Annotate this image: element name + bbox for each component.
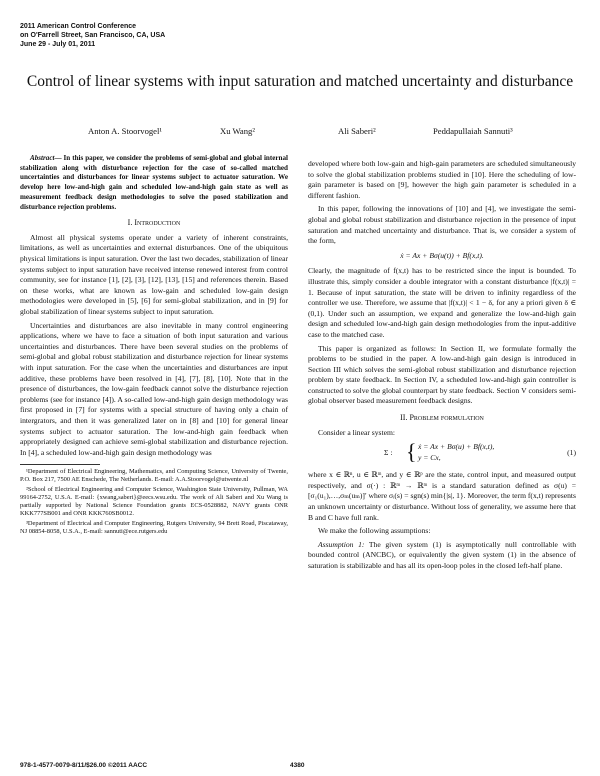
- right-paragraph-1: developed where both low-gain and high-gain parameters are scheduled simultaneously to solve the global stabilization problems studied in [10]. Here the scheduling of low-gain parameter is based on [9], however the high gain parameter is scheduled in a different fashion.: [308, 159, 576, 200]
- right-paragraph-5: Consider a linear system:: [318, 427, 395, 437]
- assumption-label: Assumption 1:: [318, 539, 365, 549]
- right-paragraph-3: Clearly, the magnitude of f(x,t) has to be restricted since the input is bounded. To illustrate this, simply consider a double integrator with a constant disturbance |f(x,t)| = 1. Because of input saturation, the state will be driven to infinity regardless of the controller we use. Therefore, we assume that |f(x,t)| < 1 − δ, for any a priori given δ ∈ (0,1). Under such an assumption, we expand and generalize the low-and-high gain design and scheduled low-and-high gain design methodologies from the input-additive case to the matched case.: [308, 266, 576, 339]
- equation-system-form: ẋ = Ax + Bσ(u(t)) + Bf(x,t).: [400, 250, 484, 260]
- right-paragraph-6: where x ∈ ℝⁿ, u ∈ ℝᵐ, and y ∈ ℝᵖ are the state, control input, and measured output respectively, and σ(·) : ℝᵐ → ℝᵐ is a standard saturation defined as σ(u) = [σ₁(u₁),…,σₘ(uₘ)]′ where σᵢ(s) = sgn(s) min{|s|, 1}. Moreover, the term f(x,t) represents an unknown uncertainty or disturbance. Without loss of generality, we assume here that B and C have full rank.: [308, 470, 576, 522]
- author-saberi: Ali Saberi²: [338, 126, 376, 136]
- right-paragraph-4: This paper is organized as follows: In Section II, we formulate formally the problems to be studied in the paper. A low-and-high gain design is introduced in Section III which solves the semi-global robust stabilization and disturbance rejection problem by state feedback. In Section IV, a scheduled low-and-high gain controller is constructed to solve the global counterpart by state feedback. Section V considers semi-global observer based measurement feedback designs.: [308, 343, 576, 406]
- footnote-3: ³Department of Electrical and Computer Engineering, Rutgers University, 94 Brett Road, Piscataway, NJ 08854-8058, U.S.A., E-mail: sannuti@ece.rutgers.edu: [20, 519, 288, 535]
- left-brace-icon: {: [406, 439, 417, 465]
- author-stoorvogel: Anton A. Stoorvogel¹: [88, 126, 162, 136]
- right-paragraph-2: In this paper, following the innovations of [10] and [4], we investigate the semi-global and global robust stabilization and disturbance rejection in the presence of input saturation and matched uncertainty and disturbance. That is, we consider a system of the form,: [308, 204, 576, 246]
- equation-linear-system: [308, 439, 576, 466]
- state-equation: ẋ = Ax + Bσ(u) + Bf(x,t),: [418, 442, 495, 452]
- author-wang: Xu Wang²: [220, 126, 255, 136]
- assumption-1: [308, 540, 576, 572]
- intro-paragraph-2: Uncertainties and disturbances are also inevitable in many control engineering applications, where we have to face a situation of both input saturation and various uncertainties and disturbances. There have been several studies on the problems of semi-global and global robust stabilization and disturbance rejection for linear systems with input saturation. For the case when the uncertainties and disturbances are input additive, these problems have been resolved in [4], [7], [8], [10]. Note that in the presence of disturbances, the low-gain feedback cannot solve the disturbance rejection problems (see for instance [4]). A so-called low-and-high gain design methodology was first proposed in [7] for systems with a special structure of having only a chain of intergrators, and then it was generalized later on in [8] and [10] for general linear systems subject to actuator saturation. The low-and-high gain feedback when appropriately designed can achieve semi-global stabilization and disturbance rejection. In [4], a scheduled low-and-high gain design methodology was: [20, 320, 288, 457]
- page-number: 4380: [290, 762, 305, 769]
- author-sannuti: Peddapullaiah Sannuti³: [433, 126, 513, 136]
- footnote-1: ¹Department of Electrical Engineering, Mathematics, and Computing Science, University of Twente, P.O. Box 217, 7500 AE Enschede, The Netherlands. E-mail: A.A.Stoorvogel@utwente.nl: [20, 468, 288, 484]
- left-column: [20, 154, 288, 537]
- system-symbol: Σ :: [384, 448, 393, 458]
- footnote-2: ²School of Electrical Engineering and Computer Science, Washington State University, Pullman, WA 99164-2752, U.S.A. E-mail: {xwang,saberi}@eecs.wsu.edu. The work of Ali Saberi and Xu Wang is partially supported by National Science Foundation grants ECS-0528882, NAVY grants ONR KKK777SB001 and ONR KKK760SB0012.: [20, 485, 288, 518]
- right-paragraph-7: We make the following assumptions:: [318, 526, 431, 536]
- conference-header: [20, 22, 165, 49]
- paper-title: Control of linear systems with input saturation and matched uncertainty and disturbance: [26, 73, 574, 90]
- footer-isbn: 978-1-4577-0079-8/11/$26.00 ©2011 AACC: [20, 762, 148, 769]
- conference-location: on O'Farrell Street, San Francisco, CA, USA: [20, 32, 166, 39]
- section-heading-introduction: I. Introduction: [127, 218, 181, 228]
- author-list: [20, 126, 580, 138]
- equation-number: (1): [567, 448, 576, 458]
- section-heading-problem-formulation: II. Problem formulation: [400, 413, 484, 423]
- abstract: [20, 154, 288, 212]
- conference-name: 2011 American Control Conference: [20, 23, 137, 30]
- right-column: [308, 159, 576, 575]
- footnote-divider: [20, 464, 100, 465]
- abstract-text: — In this paper, we consider the problems of semi-global and global internal stabilization along with disturbance rejection for the case of so-called matched uncertainties and disturbances for linear systems subject to actuator saturation. We develop here low-and-high gain and scheduled low-and-high gain state as well as measurement feedback design methodologies to solve the posed stabilization and disturbance rejection problems.: [20, 154, 288, 211]
- assumption-text: The given system (1) is asymptotically null controllable with bounded control (ANCBC), or equivalently the given system (1) in the absence of saturation is stabilizable and has all its open-loop poles in the closed left-half plane.: [308, 539, 576, 570]
- output-equation: y = Cx,: [418, 453, 441, 463]
- abstract-label: Abstract: [30, 154, 55, 162]
- conference-date: June 29 - July 01, 2011: [20, 41, 96, 48]
- intro-paragraph-1: Almost all physical systems operate under a variety of inherent constraints, limitations, as well as uncertainties and external disturbances. One of the ubiquitous physical limitations is input saturation. Over the last two decades, stabilization of linear systems subject to input saturation have received intense renewed interest from control community, see for instance [1], [2], [3], [12], [13], [15] and references therein. Based on these works, what are known as low-gain and scheduled low-gain design methodologies were developed in [5], [6] for semi-global stabilization, and in [9] for global stabilization of linear systems subject to input saturation.: [20, 232, 288, 316]
